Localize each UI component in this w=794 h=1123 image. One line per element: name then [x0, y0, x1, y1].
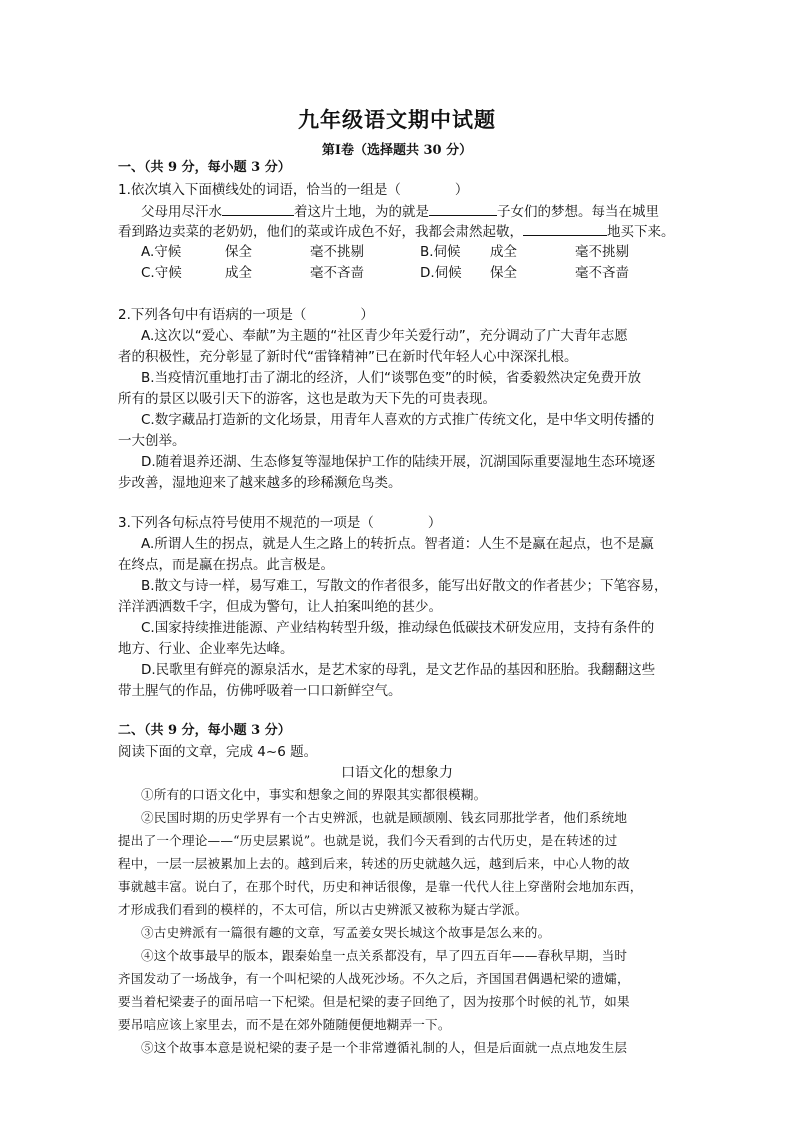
- q1-blank-3: [523, 221, 607, 236]
- q2-line: 步改善，湿地迎来了越来越多的珍稀濒危鸟类。: [118, 475, 402, 491]
- q1-text-c: 子女们的梦想。每当在城里: [497, 204, 659, 220]
- q1-option-b-word3: 毫不挑剔: [575, 244, 629, 260]
- q2-line: B.当疫情沉重地打击了湖北的经济，人们“谈鄂色变”的时候，省委毅然决定免费开放: [141, 370, 642, 386]
- article-line: ②民国时期的历史学界有一个古史辨派，也就是顾颉刚、钱玄同那批学者，他们系统地: [141, 810, 628, 825]
- q3-line: 在终点，而是赢在拐点。此言极是。: [118, 557, 334, 573]
- article-line: 事就越丰富。说白了，在那个时代，历史和神话很像，是靠一代代人往上穿凿附会地加东西，: [118, 879, 643, 894]
- q1-option-d-word1: D.伺候: [420, 265, 462, 281]
- article-line: 齐国发动了一场战争，有一个叫杞梁的人战死沙场。不久之后，齐国国君偶遇杞梁的遗孀，: [118, 971, 630, 986]
- article-line: ①所有的口语文化中，事实和想象之间的界限其实都很模糊。: [141, 787, 487, 802]
- q1-option-d-word3: 毫不吝啬: [575, 265, 629, 281]
- article-line: ④这个故事最早的版本，跟秦始皇一点关系都没有，早了四五百年——春秋早期，当时: [141, 948, 628, 963]
- q1-text-d: 看到路边卖菜的老奶奶，他们的菜或许成色不好，我都会肃然起敬，: [118, 224, 523, 240]
- section-1-heading: 一、（共 9 分，每小题 3 分）: [118, 160, 291, 175]
- q1-option-b-word1: B.伺候: [420, 244, 461, 260]
- article-line: ③古史辨派有一篇很有趣的文章，写孟姜女哭长城这个故事是怎么来的。: [141, 925, 551, 940]
- q2-line: 所有的景区以吸引天下的游客，这也是敢为天下先的可贵表现。: [118, 391, 496, 407]
- q2-line: 一大创举。: [118, 433, 186, 449]
- article-line: 才形成我们看到的模样的，不太可信，所以古史辨派又被称为疑古学派。: [118, 902, 528, 917]
- q1-option-c-word2: 成全: [225, 265, 252, 281]
- q1-passage-line-2: [118, 221, 675, 242]
- q1-blank-2: [429, 201, 497, 216]
- q3-line: B.散文与诗一样，易写难工，写散文的作者很多，能写出好散文的作者甚少；下笔容易，: [141, 578, 668, 594]
- section-2-instruction: 阅读下面的文章，完成 4~6 题。: [118, 744, 318, 760]
- q2-line: 者的积极性，充分彰显了新时代“雷锋精神”已在新时代年轻人心中深深扎根。: [118, 349, 578, 365]
- q1-text-e: 地买下来。: [607, 224, 675, 240]
- q3-line: 带土腥气的作品，仿佛呼吸着一口口新鲜空气。: [118, 683, 402, 699]
- q1-option-d-word2: 保全: [490, 265, 517, 281]
- q2-line: C.数字藏品打造新的文化场景，用青年人喜欢的方式推广传统文化，是中华文明传播的: [141, 412, 655, 428]
- article-line: 要吊唁应该上家里去，而不是在郊外随随便便地糊弄一下。: [118, 1017, 451, 1032]
- article-line: 要当着杞梁妻子的面吊唁一下杞梁。但是杞梁的妻子回绝了，因为按那个时候的礼节，如果: [118, 994, 630, 1009]
- q1-option-a-word3: 毫不挑剔: [310, 244, 364, 260]
- q1-blank-1: [222, 201, 294, 216]
- q3-line: A.所谓人生的拐点，就是人生之路上的转折点。智者道：人生不是赢在起点，也不是赢: [141, 536, 654, 552]
- q1-option-b-word2: 成全: [490, 244, 517, 260]
- q1-option-a-word2: 保全: [225, 244, 252, 260]
- article-line: 提出了一个理论——“历史层累说”。也就是说，我们今天看到的古代历史，是在转述的过: [118, 833, 618, 848]
- article-title: 口语文化的想象力: [341, 765, 453, 781]
- page-subtitle: 第Ⅰ卷（选择题共 30 分）: [321, 143, 473, 158]
- q1-text-a: 父母用尽汗水: [141, 204, 222, 220]
- q1-option-c-word1: C.守候: [141, 265, 182, 281]
- q2-line: A.这次以“爱心、奉献”为主题的“社区青少年关爱行动”，充分调动了广大青年志愿: [141, 328, 628, 344]
- q1-option-c-word3: 毫不吝啬: [310, 265, 364, 281]
- q3-line: 洋洋洒洒数千字，但成为警句，让人拍案叫绝的甚少。: [118, 599, 442, 615]
- article-line: 程中，一层一层被累加上去的。越到后来，转述的历史就越久远，越到后来，中心人物的故: [118, 856, 630, 871]
- page-title: 九年级语文期中试题: [298, 107, 496, 132]
- article-line: ⑤这个故事本意是说杞梁的妻子是一个非常遵循礼制的人，但是后面就一点点地发生层: [141, 1040, 628, 1055]
- q3-stem: 3.下列各句标点符号使用不规范的一项是（ ）: [118, 515, 442, 531]
- section-2-heading: 二、（共 9 分，每小题 3 分）: [118, 723, 291, 738]
- q2-line: D.随着退养还湖、生态修复等湿地保护工作的陆续开展，沉湖国际重要湿地生态环境逐: [141, 454, 656, 470]
- q3-line: D.民歌里有鲜亮的源泉活水，是艺术家的母乳，是文艺作品的基因和胚胎。我翻翻这些: [141, 662, 656, 678]
- q1-passage-line-1: [141, 201, 659, 222]
- q3-line: C.国家持续推进能源、产业结构转型升级，推动绿色低碳技术研发应用，支持有条件的: [141, 620, 655, 636]
- q1-text-b: 着这片土地，为的就是: [294, 204, 429, 220]
- q1-stem: 1.依次填入下面横线处的词语，恰当的一组是（ ）: [118, 182, 469, 198]
- q2-stem: 2.下列各句中有语病的一项是（ ）: [118, 307, 374, 323]
- q3-line: 地方、行业、企业率先达峰。: [118, 641, 294, 657]
- q1-option-a-word1: A.守候: [141, 244, 182, 260]
